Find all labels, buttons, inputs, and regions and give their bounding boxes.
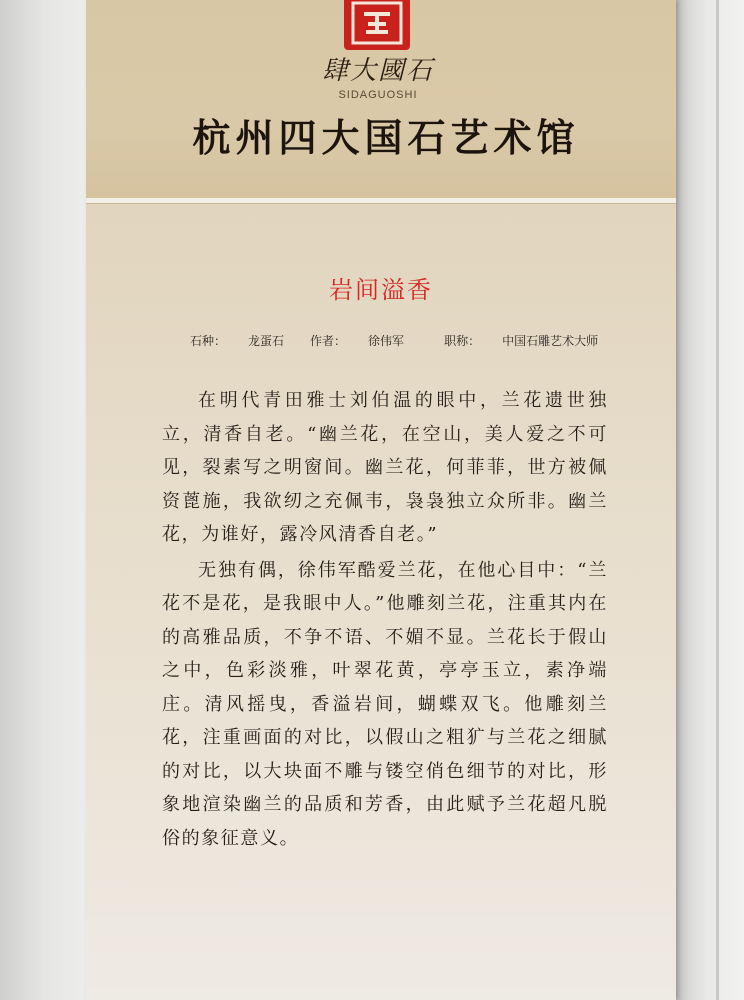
- stone-label: 石种：: [190, 334, 227, 348]
- author-label: 作者：: [310, 334, 347, 348]
- artwork-meta: [190, 332, 650, 349]
- wall-right: [676, 0, 744, 1000]
- rank-label: 职称：: [444, 334, 481, 348]
- rank-value: 中国石雕艺术大师: [502, 334, 599, 348]
- museum-name: 杭州四大国石艺术馆: [192, 115, 580, 160]
- artwork-title: 岩间溢香: [329, 276, 433, 304]
- sign-header: [86, 0, 676, 198]
- logo-text: 肆大國石: [321, 56, 434, 86]
- wall-edge: [716, 0, 719, 1000]
- stone-value: 龙蛋石: [248, 334, 285, 348]
- exhibit-sign: [86, 0, 676, 1000]
- seal-logo-icon: [344, 0, 410, 50]
- author-value: 徐伟军: [368, 334, 405, 348]
- header-divider: [86, 198, 676, 204]
- paragraph: 无独有偶，徐伟军酷爱兰花，在他心目中：“兰花不是花，是我眼中人。”他雕刻兰花，注重其内在的高雅品质，不争不语、不媚不显。兰花长于假山之中，色彩淡雅，叶翠花黄，亭亭玉立，素净端庄。清风摇曳，香溢岩间，蝴蝶双飞。他雕刻兰花，注重画面的对比，以假山之粗犷与兰花之细腻的对比，以大块面不雕与镂空俏色细节的对比，形象地渲染幽兰的品质和芳香，由此赋予兰花超凡脱俗的象征意义。: [162, 559, 608, 849]
- paragraph: 在明代青田雅士刘伯温的眼中，兰花遗世独立，清香自老。“幽兰花，在空山，美人爱之不可见，裂素写之明窗间。幽兰花，何菲菲，世方被佩资蓖施，我欲纫之充佩韦，袅袅独立众所非。幽兰花，为谁好，露冷风清香自老。”: [162, 390, 608, 545]
- description: [162, 384, 608, 855]
- logo-subtext: SIDAGUOSHI: [338, 89, 418, 101]
